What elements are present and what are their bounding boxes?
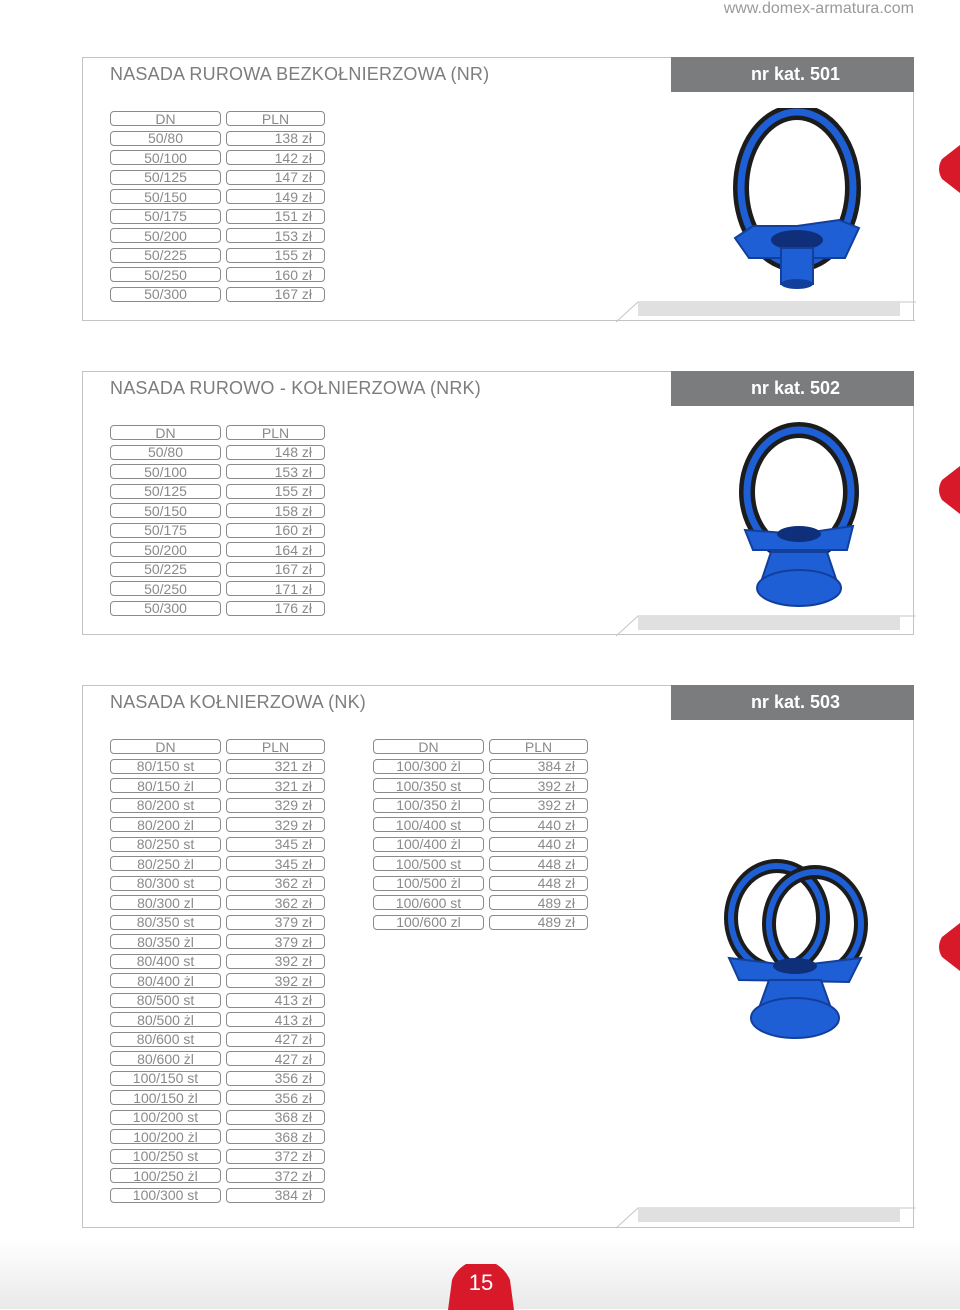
price-cell [226, 1129, 325, 1144]
pln-column [226, 111, 325, 306]
dn-cell [110, 1168, 221, 1183]
dn-cell [110, 601, 221, 616]
dn-header [110, 111, 221, 126]
price-cell-text: 413 zł [274, 992, 312, 1008]
price-cell [489, 798, 588, 813]
pln-column [226, 739, 325, 1207]
price-cell [226, 1090, 325, 1105]
price-cell [226, 170, 325, 185]
dn-cell [373, 817, 484, 832]
dn-cell-text: 80/400 żl [137, 972, 194, 989]
price-cell-text: 362 zł [274, 875, 312, 891]
dn-cell [110, 445, 221, 460]
price-cell-text: 171 zł [274, 580, 312, 597]
price-cell [226, 778, 325, 793]
price-cell [226, 1051, 325, 1066]
dn-cell [110, 954, 221, 969]
price-cell [226, 209, 325, 224]
price-cell-text: 149 zł [274, 188, 312, 205]
dn-cell [110, 484, 221, 499]
dn-cell [110, 523, 221, 538]
price-cell [226, 837, 325, 852]
price-cell [226, 856, 325, 871]
dn-cell-text: 80/200 żl [137, 816, 194, 833]
price-cell-text: 427 zł [274, 1031, 312, 1047]
dn-cell-text: 50/200 [144, 227, 187, 244]
side-tab-marker [936, 145, 960, 193]
price-cell-text: 427 zł [274, 1050, 312, 1067]
dn-cell-text: 80/150 st [136, 758, 195, 774]
dn-cell [110, 267, 221, 282]
dn-cell-text: 80/250 żl [137, 855, 194, 872]
price-cell [226, 287, 325, 302]
price-cell [489, 778, 588, 793]
catalog-number-badge [671, 371, 914, 406]
price-cell [226, 189, 325, 204]
dn-cell [110, 798, 221, 813]
price-cell [226, 523, 325, 538]
dn-cell-text: 50/100 [144, 463, 187, 480]
dn-cell-text: 100/300 żl [396, 758, 461, 774]
price-cell [226, 1110, 325, 1125]
price-cell-text: 448 zł [537, 875, 575, 891]
section-title: NASADA RUROWO - KOŁNIERZOWA (NRK) [110, 378, 481, 398]
price-cell-text: 164 zł [274, 541, 312, 558]
price-cell-text: 368 zł [274, 1109, 312, 1125]
price-cell-text: 160 zł [274, 266, 312, 283]
dn-cell-text: 50/150 [144, 502, 187, 519]
dn-cell [110, 131, 221, 146]
dn-cell-text: 80/250 st [136, 836, 195, 852]
dn-cell [110, 464, 221, 479]
price-cell-text: 176 zł [274, 600, 312, 616]
dn-cell [373, 895, 484, 910]
pln-column [226, 425, 325, 620]
price-cell-text: 413 zł [274, 1011, 312, 1028]
pln-column-2 [489, 739, 588, 934]
page-number: 15 [468, 1270, 494, 1295]
dn-cell [110, 542, 221, 557]
pln-header-text: PLN [261, 110, 290, 127]
dn-cell-text: 80/300 zl [137, 894, 194, 911]
price-cell-text: 345 zł [274, 855, 312, 872]
dn-cell-text: 50/125 [144, 169, 187, 185]
price-cell [226, 542, 325, 557]
dn-cell [110, 1110, 221, 1125]
dn-cell-text: 100/350 żl [396, 797, 461, 813]
price-cell-text: 489 zł [537, 914, 575, 930]
price-cell [489, 895, 588, 910]
price-cell [226, 798, 325, 813]
dn-cell-text: 80/350 żl [137, 933, 194, 950]
price-cell-text: 155 zł [274, 247, 312, 263]
dn-cell-text: 80/500 st [136, 992, 195, 1008]
price-cell-text: 372 zł [274, 1148, 312, 1164]
dn-cell [110, 1188, 221, 1203]
dn-cell-text: 50/80 [147, 444, 184, 460]
pln-header-text: PLN [261, 738, 290, 755]
dn-cell-text: 80/400 st [136, 953, 195, 969]
price-cell [226, 445, 325, 460]
price-cell [226, 817, 325, 832]
section-title: NASADA RUROWA BEZKOŁNIERZOWA (NR) [110, 64, 490, 84]
dn-cell-text: 100/150 żl [133, 1089, 198, 1106]
price-cell [226, 503, 325, 518]
dn-column [110, 425, 221, 620]
price-cell [226, 1071, 325, 1086]
dn-cell-text: 100/300 st [132, 1187, 199, 1203]
price-cell [226, 562, 325, 577]
dn-cell [110, 209, 221, 224]
section-nk [82, 685, 914, 1228]
dn-cell-text: 50/250 [144, 266, 187, 283]
dn-cell [110, 1051, 221, 1066]
dn-cell-text: 80/200 st [136, 797, 195, 813]
dn-cell [110, 150, 221, 165]
price-cell [226, 1012, 325, 1027]
dn-column [110, 111, 221, 306]
dn-cell-text: 100/400 żl [396, 836, 461, 852]
pln-header [489, 739, 588, 754]
price-cell-text: 151 zł [274, 208, 312, 224]
price-cell [226, 759, 325, 774]
dn-cell [110, 228, 221, 243]
dn-cell-text: 50/300 [144, 286, 187, 302]
dn-cell-text: 80/300 st [136, 875, 195, 891]
dn-cell [110, 189, 221, 204]
dn-cell [110, 1012, 221, 1027]
dn-cell [110, 1032, 221, 1047]
price-cell-text: 440 zł [537, 836, 575, 852]
pln-header [226, 739, 325, 754]
dn-cell-text: 100/150 st [132, 1070, 199, 1086]
price-cell-text: 167 zł [274, 286, 312, 302]
dn-cell-text: 50/200 [144, 541, 187, 558]
dn-cell-text: 100/600 zl [396, 914, 461, 930]
dn-cell-text: 50/150 [144, 188, 187, 205]
dn-cell-text: 100/250 st [132, 1148, 199, 1164]
dn-cell [110, 1129, 221, 1144]
price-cell-text: 321 zł [274, 777, 312, 794]
price-cell [226, 581, 325, 596]
price-cell [226, 895, 325, 910]
price-cell [489, 876, 588, 891]
catalog-number-badge [671, 57, 914, 92]
price-cell-text: 392 zł [537, 797, 575, 813]
price-cell [489, 759, 588, 774]
price-cell [226, 915, 325, 930]
price-cell [226, 876, 325, 891]
side-tab-marker [936, 466, 960, 514]
dn-cell [110, 170, 221, 185]
dn-cell [373, 837, 484, 852]
dn-cell-text: 50/225 [144, 561, 187, 577]
price-cell [226, 228, 325, 243]
dn-cell-text: 80/600 st [136, 1031, 195, 1047]
section-corner-tab [616, 301, 916, 323]
price-cell-text: 160 zł [274, 522, 312, 538]
dn-cell [110, 248, 221, 263]
dn-header-text: DN [155, 424, 176, 441]
dn-cell [110, 973, 221, 988]
section-nr [82, 57, 914, 321]
dn-cell [110, 778, 221, 793]
side-tab-marker [936, 923, 960, 971]
catalog-number: nr kat. 501 [750, 64, 840, 84]
dn-cell [373, 856, 484, 871]
dn-cell-text: 100/500 żl [396, 875, 461, 891]
price-cell-text: 384 zł [274, 1187, 312, 1203]
price-cell [226, 267, 325, 282]
dn-cell-text: 100/200 st [132, 1109, 199, 1125]
price-cell-text: 392 zł [537, 777, 575, 794]
dn-cell-text: 50/100 [144, 149, 187, 166]
dn-header-text: DN [155, 738, 176, 755]
price-cell [226, 1149, 325, 1164]
dn-cell [110, 856, 221, 871]
price-cell-text: 147 zł [274, 169, 312, 185]
dn-cell-text: 50/80 [147, 130, 184, 146]
price-cell-text: 392 zł [274, 953, 312, 969]
dn-cell-text: 50/175 [144, 208, 187, 224]
dn-cell [110, 759, 221, 774]
dn-header [373, 739, 484, 754]
price-cell-text: 153 zł [274, 463, 312, 480]
pln-header [226, 111, 325, 126]
dn-cell-text: 50/250 [144, 580, 187, 597]
price-cell-text: 356 zł [274, 1089, 312, 1106]
dn-cell-text: 100/250 żl [133, 1167, 198, 1184]
price-cell-text: 379 zł [274, 914, 312, 930]
catalog-number-badge [671, 685, 914, 720]
price-cell-text: 489 zł [537, 894, 575, 911]
dn-cell [110, 581, 221, 596]
price-cell-text: 448 zł [537, 855, 575, 872]
dn-header-text: DN [418, 738, 439, 755]
dn-header-text: DN [155, 110, 176, 127]
dn-cell-text: 80/350 st [136, 914, 195, 930]
dn-cell-text: 80/150 żl [137, 777, 194, 794]
catalog-number: nr kat. 503 [750, 692, 840, 712]
price-cell-text: 153 zł [274, 227, 312, 244]
dn-cell-text: 80/600 żl [137, 1050, 194, 1067]
dn-column-2 [373, 739, 484, 934]
price-cell [489, 837, 588, 852]
dn-cell [373, 778, 484, 793]
price-cell [226, 1168, 325, 1183]
dn-cell-text: 50/125 [144, 483, 187, 499]
product-image-nrk [723, 422, 873, 612]
price-cell-text: 356 zł [274, 1070, 312, 1086]
price-cell-text: 329 zł [274, 816, 312, 833]
price-cell [489, 817, 588, 832]
section-corner-tab [616, 1207, 916, 1229]
section-nrk [82, 371, 914, 635]
price-cell-text: 155 zł [274, 483, 312, 499]
price-cell-text: 142 zł [274, 149, 312, 166]
pln-header-text: PLN [524, 738, 553, 755]
price-cell-text: 392 zł [274, 972, 312, 989]
price-cell-text: 158 zł [274, 502, 312, 519]
price-cell [226, 1188, 325, 1203]
dn-cell [110, 1090, 221, 1105]
dn-cell-text: 100/400 st [395, 816, 462, 833]
price-cell-text: 379 zł [274, 933, 312, 950]
dn-cell [110, 993, 221, 1008]
dn-cell [373, 798, 484, 813]
dn-cell-text: 50/175 [144, 522, 187, 538]
dn-header [110, 425, 221, 440]
price-cell [226, 934, 325, 949]
price-cell [226, 484, 325, 499]
dn-cell [110, 1071, 221, 1086]
price-cell-text: 440 zł [537, 816, 575, 833]
dn-header [110, 739, 221, 754]
price-cell-text: 384 zł [537, 758, 575, 774]
dn-cell [373, 876, 484, 891]
price-cell [226, 150, 325, 165]
price-cell [226, 464, 325, 479]
dn-cell [373, 915, 484, 930]
dn-cell [110, 876, 221, 891]
dn-cell [373, 759, 484, 774]
pln-header [226, 425, 325, 440]
price-cell-text: 345 zł [274, 836, 312, 852]
price-cell [226, 1032, 325, 1047]
dn-cell [110, 895, 221, 910]
dn-cell-text: 80/500 żl [137, 1011, 194, 1028]
dn-cell-text: 50/300 [144, 600, 187, 616]
price-cell-text: 321 zł [274, 758, 312, 774]
dn-cell [110, 562, 221, 577]
price-cell-text: 329 zł [274, 797, 312, 813]
dn-cell [110, 934, 221, 949]
price-cell [226, 248, 325, 263]
dn-cell-text: 100/350 st [395, 777, 462, 794]
price-cell [489, 915, 588, 930]
dn-cell [110, 817, 221, 832]
price-cell [226, 954, 325, 969]
catalog-number: nr kat. 502 [750, 378, 840, 398]
product-image-nk [715, 858, 875, 1058]
dn-column [110, 739, 221, 1207]
price-cell-text: 167 zł [274, 561, 312, 577]
price-cell [226, 131, 325, 146]
pln-header-text: PLN [261, 424, 290, 441]
price-cell-text: 148 zł [274, 444, 312, 460]
price-cell-text: 362 zł [274, 894, 312, 911]
dn-cell [110, 287, 221, 302]
dn-cell-text: 100/600 st [395, 894, 462, 911]
price-cell-text: 138 zł [274, 130, 312, 146]
dn-cell-text: 50/225 [144, 247, 187, 263]
price-cell [226, 601, 325, 616]
price-cell-text: 368 zł [274, 1128, 312, 1145]
page-number-badge [442, 1256, 520, 1310]
site-url[interactable]: www.domex-armatura.com [723, 0, 914, 17]
section-title: NASADA KOŁNIERZOWA (NK) [110, 692, 366, 712]
price-cell [489, 856, 588, 871]
dn-cell [110, 503, 221, 518]
price-cell [226, 973, 325, 988]
section-corner-tab [616, 615, 916, 637]
dn-cell-text: 100/200 żl [133, 1128, 198, 1145]
dn-cell [110, 837, 221, 852]
product-image-nr [719, 108, 869, 298]
dn-cell-text: 100/500 st [395, 855, 462, 872]
price-cell-text: 372 zł [274, 1167, 312, 1184]
dn-cell [110, 915, 221, 930]
dn-cell [110, 1149, 221, 1164]
price-cell [226, 993, 325, 1008]
